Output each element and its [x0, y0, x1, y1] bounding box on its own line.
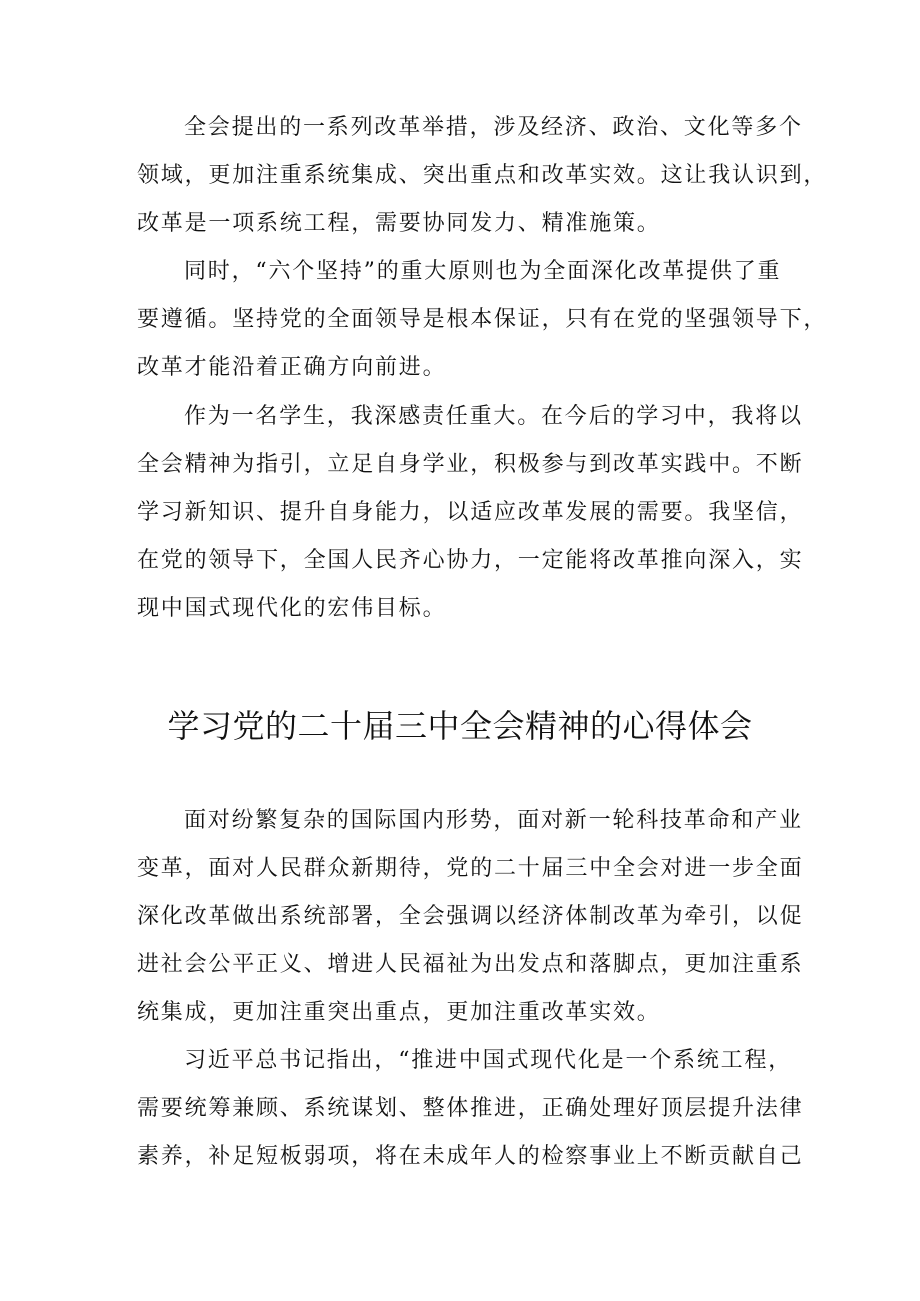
paragraph-line: 素养，补足短板弱项，将在未成年人的检察事业上不断贡献自己	[137, 1144, 804, 1169]
paragraph-line: 领域，更加注重系统集成、突出重点和改革实效。这让我认识到，	[137, 163, 828, 188]
paragraph-line: 学习新知识、提升自身能力，以适应改革发展的需要。我坚信，	[137, 500, 804, 525]
paragraph	[137, 393, 804, 633]
paragraph	[137, 104, 828, 248]
paragraph-line: 需要统筹兼顾、系统谋划、整体推进，正确处理好顶层提升法律	[137, 1096, 804, 1121]
paragraph-line: 全会提出的一系列改革举措，涉及经济、政治、文化等多个	[184, 115, 803, 140]
paragraph-line: 深化改革做出系统部署，全会强调以经济体制改革为牵引，以促	[137, 904, 804, 929]
paragraph-line: 变革，面对人民群众新期待，党的二十届三中全会对进一步全面	[137, 856, 804, 881]
paragraph-line: 进社会公平正义、增进人民福祉为出发点和落脚点，更加注重系	[137, 952, 804, 977]
paragraph	[137, 248, 828, 392]
paragraph-line: 面对纷繁复杂的国际国内形势，面对新一轮科技革命和产业	[184, 808, 803, 833]
paragraph-line: 改革才能沿着正确方向前进。	[137, 355, 447, 380]
paragraph-line: 要遵循。坚持党的全面领导是根本保证，只有在党的坚强领导下，	[137, 307, 828, 332]
document-title: 学习党的二十届三中全会精神的心得体会	[167, 707, 753, 745]
paragraph-line: 改革是一项系统工程，需要协同发力、精准施策。	[137, 211, 661, 236]
paragraph-line: 作为一名学生，我深感责任重大。在今后的学习中，我将以	[184, 404, 803, 429]
paragraph-line: 全会精神为指引，立足自身学业，积极参与到改革实践中。不断	[137, 452, 804, 477]
paragraph-line: 习近平总书记指出，“推进中国式现代化是一个系统工程，	[184, 1048, 793, 1073]
paragraph-line: 在党的领导下，全国人民齐心协力，一定能将改革推向深入，实	[137, 548, 804, 573]
paragraph-line: 现中国式现代化的宏伟目标。	[137, 596, 447, 621]
paragraph	[137, 797, 804, 1037]
paragraph	[137, 1037, 804, 1181]
paragraph-line: 同时，“六个坚持”的重大原则也为全面深化改革提供了重	[184, 259, 782, 284]
paragraph-line: 统集成，更加注重突出重点，更加注重改革实效。	[137, 1000, 661, 1025]
